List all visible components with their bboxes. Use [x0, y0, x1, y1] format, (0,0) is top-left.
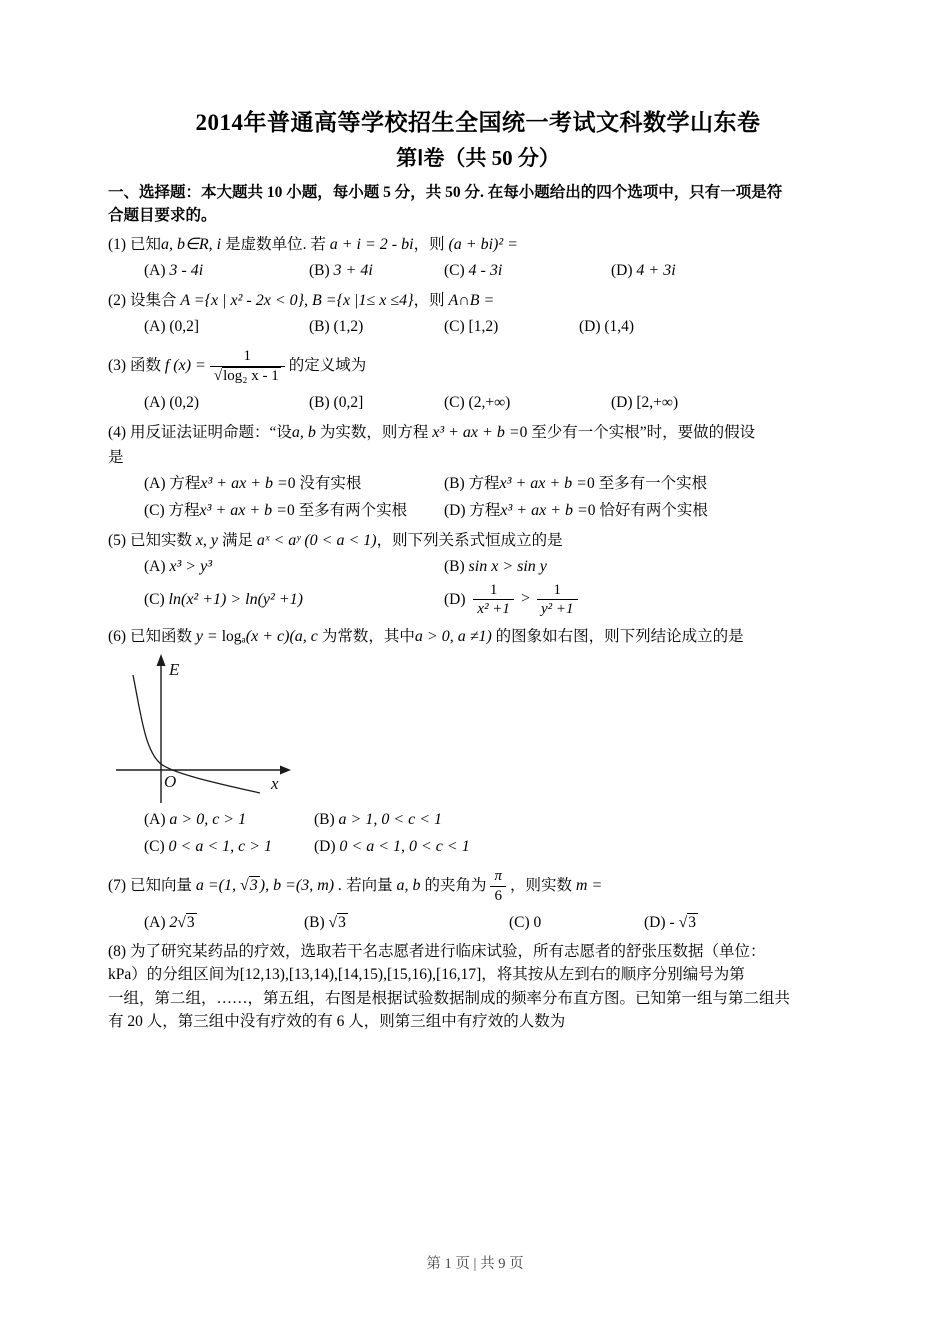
question-3-options [144, 390, 848, 415]
stem-text: ，则实数 m = [510, 877, 603, 895]
option-a: (A) (0,2] [144, 318, 200, 335]
question-7-stem [108, 864, 848, 909]
question-4-stem-line-2: 是 [108, 448, 124, 466]
stem-text: (7) 已知向量 a =(1, √3 ), b =(3, m) . 若向量 a, b 的夹角为 [108, 877, 487, 895]
option-c: (C) 4 - 3i [444, 262, 503, 279]
question-5-stem: (5) 已知实数 x, y 满足 aˣ < aʸ (0 < a < 1)，则下列关系式恒成立的是 [108, 531, 563, 549]
option-b: (B) √3 [304, 913, 346, 931]
option-c: (C) 0 [509, 913, 542, 931]
question-2 [108, 288, 848, 339]
section-instructions [108, 181, 848, 227]
option-d: (D) (1,4) [579, 318, 635, 335]
fraction: $\frac{1}{\text{x² +1}}$ [473, 581, 514, 620]
log-curve [133, 675, 260, 793]
option-d-key: (D) [444, 590, 470, 608]
question-2-options [144, 314, 848, 339]
option-b: (B) (0,2] [309, 393, 364, 411]
instructions-line-2: 合题目要求的。 [108, 207, 217, 224]
question-4-stem-line-1: (4) 用反证法证明命题：“设a, b 为实数，则方程 x³ + ax + b =0 至少有一个实根”时，要做的假设 [108, 423, 756, 441]
question-1-stem: (1) 已知a, b∈R, i 是虚数单位. 若 a + i = 2 - bi，则 (a + bi)² = [108, 236, 518, 253]
option-a: (A) 3 - 4i [144, 262, 204, 279]
question-6 [108, 624, 848, 859]
question-3 [108, 344, 848, 415]
option-b: (B) sin x > sin y [444, 557, 547, 575]
origin-label: O [164, 772, 177, 791]
question-2-stem: (2) 设集合 A ={x | x² - 2x < 0}, B ={x |1≤ x ≤4}，则 A∩B = [108, 292, 495, 309]
greater-than-sign: > [520, 590, 530, 608]
option-a: (A) x³ > y³ [144, 557, 212, 575]
question-8 [108, 940, 848, 1034]
question-1 [108, 232, 848, 283]
option-a: (A) 2√3 [144, 913, 195, 931]
y-axis-label: E [169, 660, 180, 679]
question-6-options-row-1 [144, 807, 848, 832]
option-a: (A) a > 0, c > 1 [144, 811, 247, 828]
stem-text: 的定义域为 [288, 357, 367, 375]
fraction: $\frac{1}{\text{y² +1}}$ [537, 581, 578, 620]
option-c: (C) 方程x³ + ax + b =0 至多有两个实根 [144, 501, 408, 519]
question-4-options-row-1 [144, 471, 848, 496]
fraction [210, 347, 285, 386]
option-c: (C) ln(x² +1) > ln(y² +1) [144, 591, 303, 609]
fraction-numerator: 1 [243, 348, 252, 364]
option-d: (D) - √3 [644, 913, 696, 931]
question-6-stem: (6) 已知函数 y = logₐ(x + c)(a, c 为常数，其中a > 0, a ≠1) 的图象如右图，则下列结论成立的是 [108, 628, 744, 645]
question-8-line-3: 一组，第二组，……，第五组，右图是根据试验数据制成的频率分布直方图。已知第一组与第二组共 [108, 989, 791, 1007]
option-d: (D) [2,+∞) [611, 393, 679, 411]
stem-text: (3) 函数 f (x) = [108, 357, 206, 375]
x-axis-label: x [271, 774, 279, 793]
question-5-options-row-1 [144, 554, 848, 579]
question-8-line-4: 有 20 人，第三组中没有疗效的有 6 人，则第三组中有疗效的人数为 [108, 1013, 566, 1030]
option-b: (B) 方程x³ + ax + b =0 至多有一个实根 [444, 474, 708, 492]
x-axis-arrow [280, 766, 291, 775]
page-number: 第 1 页 | 共 9 页 [426, 1256, 524, 1272]
question-3-stem [108, 344, 848, 389]
question-1-options [144, 258, 848, 283]
option-d: (D) 0 < a < 1, 0 < c < 1 [314, 838, 470, 855]
option-d [444, 581, 582, 620]
question-5 [108, 528, 848, 620]
question-7-options [144, 910, 848, 935]
instructions-line-1: 一、选择题：本大题共 10 小题，每小题 5 分，共 50 分. 在每小题给出的四个选项中，只有一项是符 [108, 184, 783, 201]
page-title: 2014年普通高等学校招生全国统一考试文科数学山东卷 [195, 110, 761, 135]
fraction [490, 867, 506, 906]
option-b: (B) 3 + 4i [309, 262, 373, 279]
y-axis-arrow [157, 654, 166, 666]
fraction-denominator: √log₂ x - 1 [210, 366, 285, 386]
option-b: (B) (1,2) [309, 318, 364, 335]
section-title: 第Ⅰ卷（共 50 分） [396, 146, 560, 170]
question-5-options-row-2 [144, 581, 848, 620]
option-a: (A) 方程x³ + ax + b =0 没有实根 [144, 474, 362, 492]
question-8-line-1: (8) 为了研究某药品的疗效，选取若干名志愿者进行临床试验，所有志愿者的舒张压数据（单位： [108, 942, 766, 960]
option-c: (C) (2,+∞) [444, 393, 511, 411]
question-7 [108, 864, 848, 935]
question-8-line-2: kPa）的分组区间为[12,13),[13,14),[14,15),[15,16),[16,17]，将其按从左到右的顺序分别编号为第 [108, 966, 745, 983]
option-d: (D) 方程x³ + ax + b =0 恰好有两个实根 [444, 501, 708, 519]
question-4-options-row-2 [144, 498, 848, 523]
option-a: (A) (0,2) [144, 393, 200, 411]
fraction-numerator: π [494, 868, 502, 884]
option-d: (D) 4 + 3i [611, 262, 676, 279]
question-4 [108, 420, 848, 523]
question-6-options-row-2 [144, 834, 848, 859]
fraction-denominator: 6 [490, 886, 506, 906]
option-c: (C) 0 < a < 1, c > 1 [144, 838, 273, 855]
option-c: (C) [1,2) [444, 318, 499, 335]
option-b: (B) a > 1, 0 < c < 1 [314, 811, 443, 828]
function-graph [108, 653, 848, 805]
